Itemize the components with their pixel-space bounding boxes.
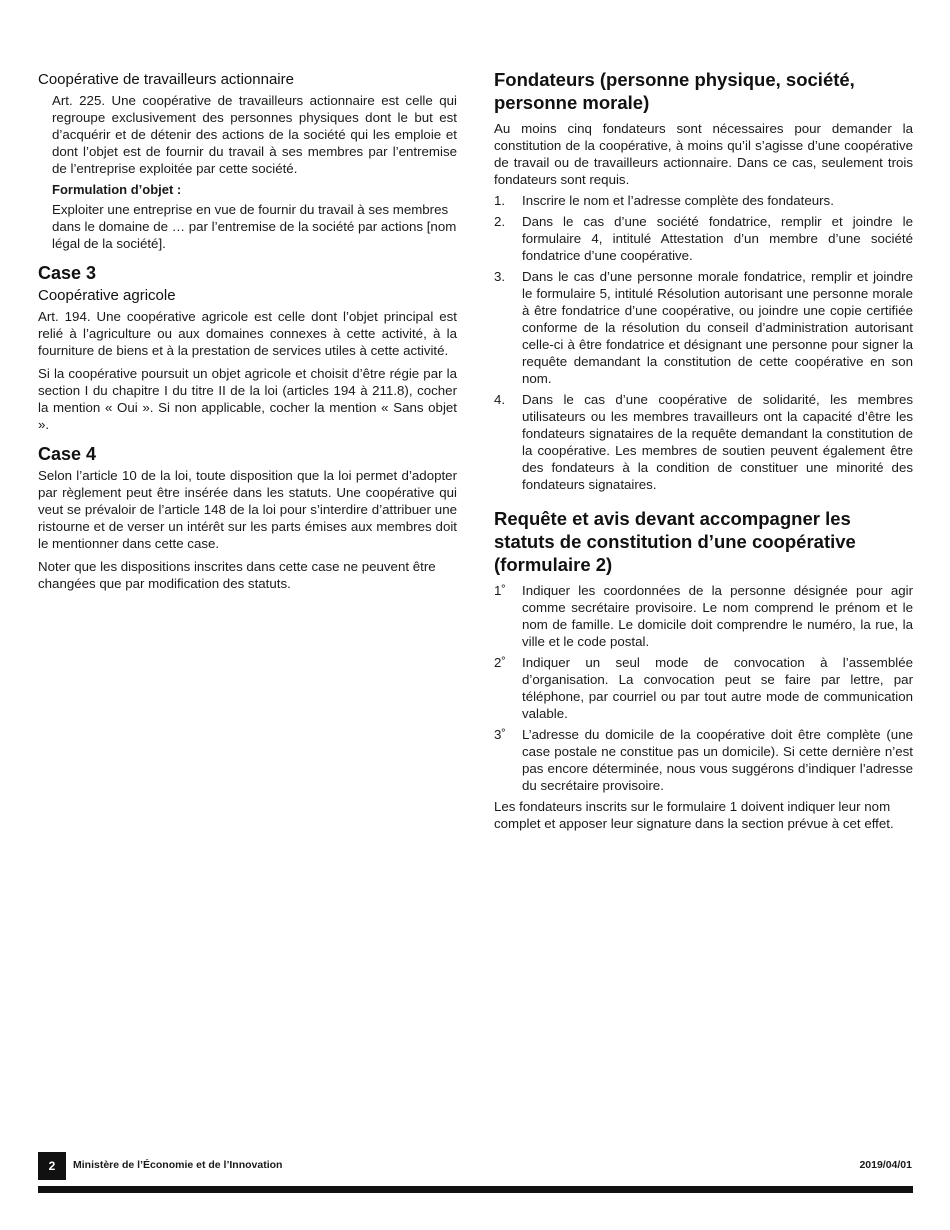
list-item	[494, 582, 913, 650]
requete-list	[494, 582, 913, 794]
list-item-text: Dans le cas d’une société fondatrice, remplir et joindre le formulaire 4, intitulé Attestation d’un membre d’une société fondatrice d’une coopérative.	[522, 214, 913, 263]
fondateurs-intro: Au moins cinq fondateurs sont nécessaires pour demander la constitution de la coopérative, à moins qu’il s’agisse d’une coopérative de travail ou de travailleurs actionnaire. Dans ce cas, seulement trois fondateurs sont requis.	[494, 121, 913, 187]
right-column	[494, 68, 913, 832]
list-item-text: Dans le cas d’une personne morale fondatrice, remplir et joindre le formulaire 5, intitulé Résolution autorisant une personne morale à être fondatrice d’une coopérative, ou joindre une copie certifiée conforme de la résolution du conseil d’administration autorisant celle-ci à être fondatrice et désignant une personne pour signer la requête demandant la constitution de cette coopérative en son nom.	[522, 269, 913, 386]
list-item-number: 1˚	[494, 583, 506, 598]
footer-ministry: Ministère de l’Économie et de l’Innovation	[73, 1159, 283, 1171]
footer-rule	[38, 1186, 913, 1193]
list-item-text: Indiquer les coordonnées de la personne désignée pour agir comme secrétaire provisoire. Le nom comprend le prénom et le nom de famille. Le domicile doit comprendre le numéro, la rue, la ville et le code postal.	[522, 583, 913, 649]
footer-date: 2019/04/01	[859, 1159, 912, 1171]
list-item-number: 3.	[494, 269, 506, 284]
list-item-number: 3˚	[494, 727, 506, 742]
list-item	[494, 268, 913, 387]
case4-paragraph-2: Noter que les dispositions inscrites dans cette case ne peuvent être changées que par modification des statuts.	[38, 559, 436, 591]
case3-heading: Case 3	[38, 263, 97, 283]
case4-paragraph-1: Selon l’article 10 de la loi, toute disposition que la loi permet d’adopter par règlement peut être insérée dans les statuts. Une coopérative qui veut se prévaloir de l’article 148 de la loi pour s’interdire d’attribuer une ristourne et de verser un intérêt sur les parts émises aux membres doit le mentionner dans cette case.	[38, 468, 457, 551]
list-item	[494, 192, 913, 209]
list-item-text: Dans le cas d’une coopérative de solidarité, les membres utilisateurs ou les membres travailleurs ont la capacité d’être les fondateurs signataires de la requête demandant la constitution de la coopérative. Les membres de soutien peuvent également être des fondateurs à la condition de constituer une minorité des fondateurs signataires.	[522, 392, 913, 492]
list-item	[494, 391, 913, 493]
list-item	[494, 726, 913, 794]
page-number: 2	[38, 1152, 66, 1180]
list-item-number: 1.	[494, 193, 506, 208]
formulation-text: Exploiter une entreprise en vue de fournir du travail à ses membres dans le domaine de … par l’entremise de la société par actions [nom légal de la société].	[52, 202, 457, 251]
list-item-number: 2˚	[494, 655, 506, 670]
list-item-text: Inscrire le nom et l’adresse complète des fondateurs.	[522, 193, 834, 208]
list-item-text: L’adresse du domicile de la coopérative doit être complète (une case postale ne constitue pas un domicile). Si cette dernière n’est pas encore déterminée, nous vous suggérons d’indiquer l’adresse du secrétaire provisoire.	[522, 727, 913, 793]
left-column	[38, 68, 457, 592]
case3-paragraph-2: Si la coopérative poursuit un objet agricole et choisit d’être régie par la section I du chapitre I du titre II de la loi (articles 194 à 211.8), cocher la mention « Oui ». Si non applicable, cocher la mention « Sans objet ».	[38, 366, 457, 432]
fondateurs-heading: Fondateurs (personne physique, société, personne morale)	[494, 69, 855, 113]
list-item-number: 4.	[494, 392, 506, 407]
section-title-coop-travailleurs: Coopérative de travailleurs actionnaire	[38, 71, 294, 88]
case3-subtitle: Coopérative agricole	[38, 287, 176, 304]
list-item-number: 2.	[494, 214, 506, 229]
coop-travailleurs-body	[38, 92, 457, 252]
requete-closing: Les fondateurs inscrits sur le formulaire 1 doivent indiquer leur nom complet et apposer leur signature dans la section prévue à cet effet.	[494, 799, 894, 831]
fondateurs-list	[494, 192, 913, 493]
case4-heading: Case 4	[38, 444, 97, 464]
case3-paragraph-1: Art. 194. Une coopérative agricole est celle dont l’objet principal est relié à l’agriculture ou aux domaines connexes à cette activité, à la fourniture de biens et à la prestation de services utiles à cette activité.	[38, 309, 457, 358]
requete-heading: Requête et avis devant accompagner les statuts de constitution d’une coopérative (formulaire 2)	[494, 508, 856, 575]
formulation-label: Formulation d’objet :	[52, 182, 182, 197]
list-item	[494, 654, 913, 722]
article-225-text: Art. 225. Une coopérative de travailleurs actionnaire est celle qui regroupe exclusivement des personnes physiques dont le but est d’acquérir et de détenir des actions de la société qui les emploie et dont l’objet est de fournir du travail à ses membres par l’entremise de l’entreprise exploitée par cette société.	[52, 93, 457, 176]
list-item-text: Indiquer un seul mode de convocation à l’assemblée d’organisation. La convocation peut se faire par lettre, par téléphone, par courriel ou par tout autre mode de communication valable.	[522, 655, 913, 721]
list-item	[494, 213, 913, 264]
